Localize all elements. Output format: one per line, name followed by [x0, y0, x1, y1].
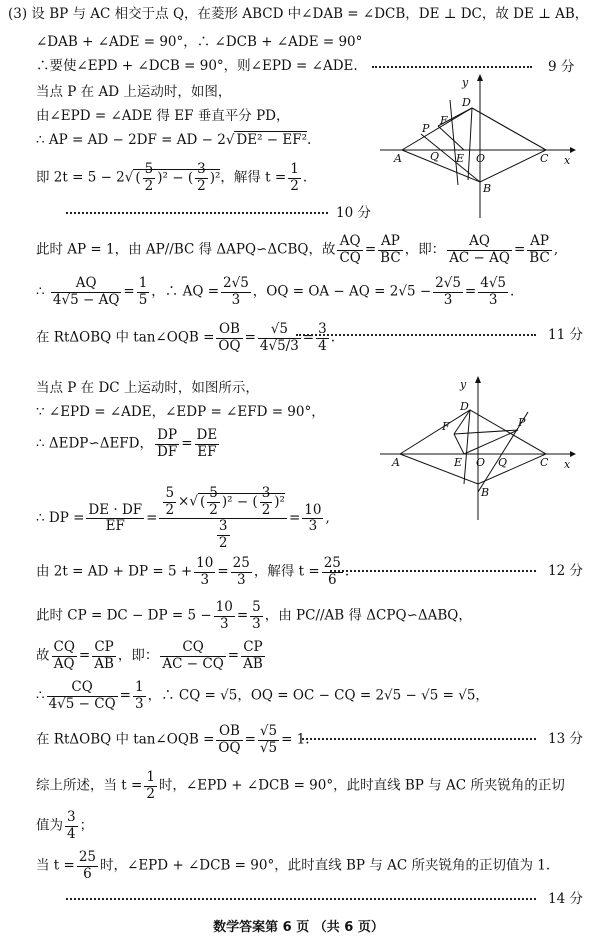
page-footer: 数学答案第 6 页 （共 6 页）: [213, 920, 384, 935]
part-label: (3): [8, 6, 28, 22]
solution-line-22: 当 t = $\frac{25}{6}$ 时，∠EPD + ∠DCB = 90°，此时直线 BP 与 AC 所夹锐角的正切值为 1.: [36, 849, 551, 882]
solution-line-7: 即 2t = 5 − 2√ ( $\frac{5}{2}$ )² − ( $\frac{3}{2}$ )²，解得 t = $\frac{1}{2}$ .: [36, 161, 308, 194]
solution-line-14: ∴ DP = $\frac{DE \cdot DF}{EF}$ = $\frac{5}{2}$ ×√ ( $\frac{5}{2}$ )² − ( $\frac{3}{2}$ )² $\frac{3}{2}$ = $\frac{10}{3}$ ,: [36, 485, 330, 551]
figure-1: [378, 70, 578, 220]
solution-line-20: 综上所述，当 t = $\frac{1}{2}$ 时，∠EPD + ∠DCB = 90°，此时直线 BP 与 AC 所夹锐角的正切: [36, 769, 565, 802]
score-12: 12 分: [548, 563, 583, 579]
figure-1-label-o: O: [476, 152, 486, 165]
figure-1-label-p: P: [422, 122, 430, 135]
figure-1-label-c: C: [540, 152, 549, 165]
figure-2-label-e: E: [454, 456, 463, 469]
figure-1-label-f: F: [440, 114, 448, 127]
solution-line-16: 此时 CP = DC − DP = 5 − $\frac{10}{3}$ = $\frac{5}{3}$ ，由 PC//AB 得 ΔCPQ∽ΔABQ，: [36, 599, 472, 632]
figure-2-label-q: Q: [498, 456, 508, 469]
solution-line-11: 当点 P 在 DC 上运动时，如图所示，: [36, 380, 259, 396]
dotted-leader: [66, 898, 536, 900]
dotted-leader: [296, 334, 536, 336]
score-13: 13 分: [548, 731, 583, 747]
figure-2-label-a: A: [392, 456, 400, 469]
figure-1-label-e: E: [456, 152, 465, 165]
figure-1-label-b: B: [483, 182, 492, 195]
solution-line-3: ∴要使∠EPD + ∠DCB = 90°，则∠EPD = ∠ADE.: [36, 58, 358, 74]
solution-line-15: 由 2t = AD + DP = 5 + $\frac{10}{3}$ = $\frac{25}{3}$ ，解得 t = $\frac{25}{6}$ .: [36, 555, 350, 588]
figure-1-label-a: A: [394, 152, 402, 165]
score-11: 11 分: [548, 327, 583, 343]
figure-2-label-x: x: [564, 458, 571, 471]
solution-line-1: (3) 设 BP 与 AC 相交于点 Q，在菱形 ABCD 中∠DAB = ∠DCB，DE ⊥ DC，故 DE ⊥ AB，: [8, 6, 589, 22]
figure-2-label-b: B: [481, 486, 490, 499]
solution-line-13: ∴ ΔEDP∽ΔEFD， $\frac{DP}{DF}$ = $\frac{DE}{EF}$: [36, 427, 218, 460]
solution-line-9: ∴ $\frac{AQ}{4√5 - AQ}$ = $\frac{1}{5}$ ，∴ AQ = $\frac{2√5}{3}$ ，OQ = OA − AQ = 2√5 − $\frac{2√5}{3}$ = $\frac{4√5}{3}$ .: [36, 275, 515, 308]
solution-line-21: 值为 $\frac{3}{4}$ ；: [36, 809, 94, 842]
figure-2-label-d: D: [460, 400, 469, 413]
figure-2-label-p: P: [518, 416, 526, 429]
solution-line-12: ∵ ∠EPD = ∠ADE，∠EDP = ∠EFD = 90°，: [36, 404, 325, 420]
figure-1-label-x: x: [564, 154, 571, 167]
solution-line-6: ∴ AP = AD − 2DF = AD − 2√ DE² − EF².: [36, 132, 312, 148]
solution-line-10: 在 RtΔOBQ 中 tan∠OQB = $\frac{OB}{OQ}$ = $\frac{√5}{4√5/3}$ = $\frac{3}{4}$ .: [36, 321, 335, 354]
dotted-leader: [302, 738, 536, 740]
solution-line-2: ∠DAB + ∠ADE = 90°，∴ ∠DCB + ∠ADE = 90°: [36, 34, 363, 50]
solution-line-5: 由∠EPD = ∠ADE 得 EF 垂直平分 PD，: [36, 108, 290, 124]
figure-2-label-c: C: [540, 456, 549, 469]
figure-2: [378, 372, 578, 522]
dotted-leader: [66, 212, 328, 214]
figure-2-label-o: O: [476, 456, 486, 469]
figure-1-label-d: D: [462, 96, 471, 109]
solution-line-18: ∴ $\frac{CQ}{4√5 - CQ}$ = $\frac{1}{3}$ ，∴ CQ = √5，OQ = OC − CQ = 2√5 − √5 = √5，: [36, 679, 489, 712]
dotted-leader: [372, 66, 532, 68]
score-14: 14 分: [548, 891, 583, 907]
figure-2-label-f: F: [442, 420, 450, 433]
solution-line-4: 当点 P 在 AD 上运动时，如图，: [36, 84, 232, 100]
score-10: 10 分: [336, 205, 371, 221]
dotted-leader: [330, 570, 536, 572]
solution-line-17: 故 $\frac{CQ}{AQ}$ = $\frac{CP}{AB}$ ，即： $\frac{CQ}{AC - CQ}$ = $\frac{CP}{AB}$: [36, 639, 263, 672]
solution-line-19: 在 RtΔOBQ 中 tan∠OQB = $\frac{OB}{OQ}$ = $\frac{√5}{√5}$ = 1.: [36, 723, 310, 756]
score-9: 9 分: [548, 59, 575, 75]
figure-2-label-y: y: [460, 378, 467, 391]
figure-1-label-q: Q: [430, 150, 440, 163]
solution-line-8: 此时 AP = 1，由 AP//BC 得 ΔAPQ∽ΔCBQ，故 $\frac{AQ}{CQ}$ = $\frac{AP}{BC}$ ，即： $\frac{AQ}{AC - AQ}$ = $\frac{AP}{BC}$ ,: [36, 233, 559, 266]
figure-1-label-y: y: [462, 76, 469, 89]
